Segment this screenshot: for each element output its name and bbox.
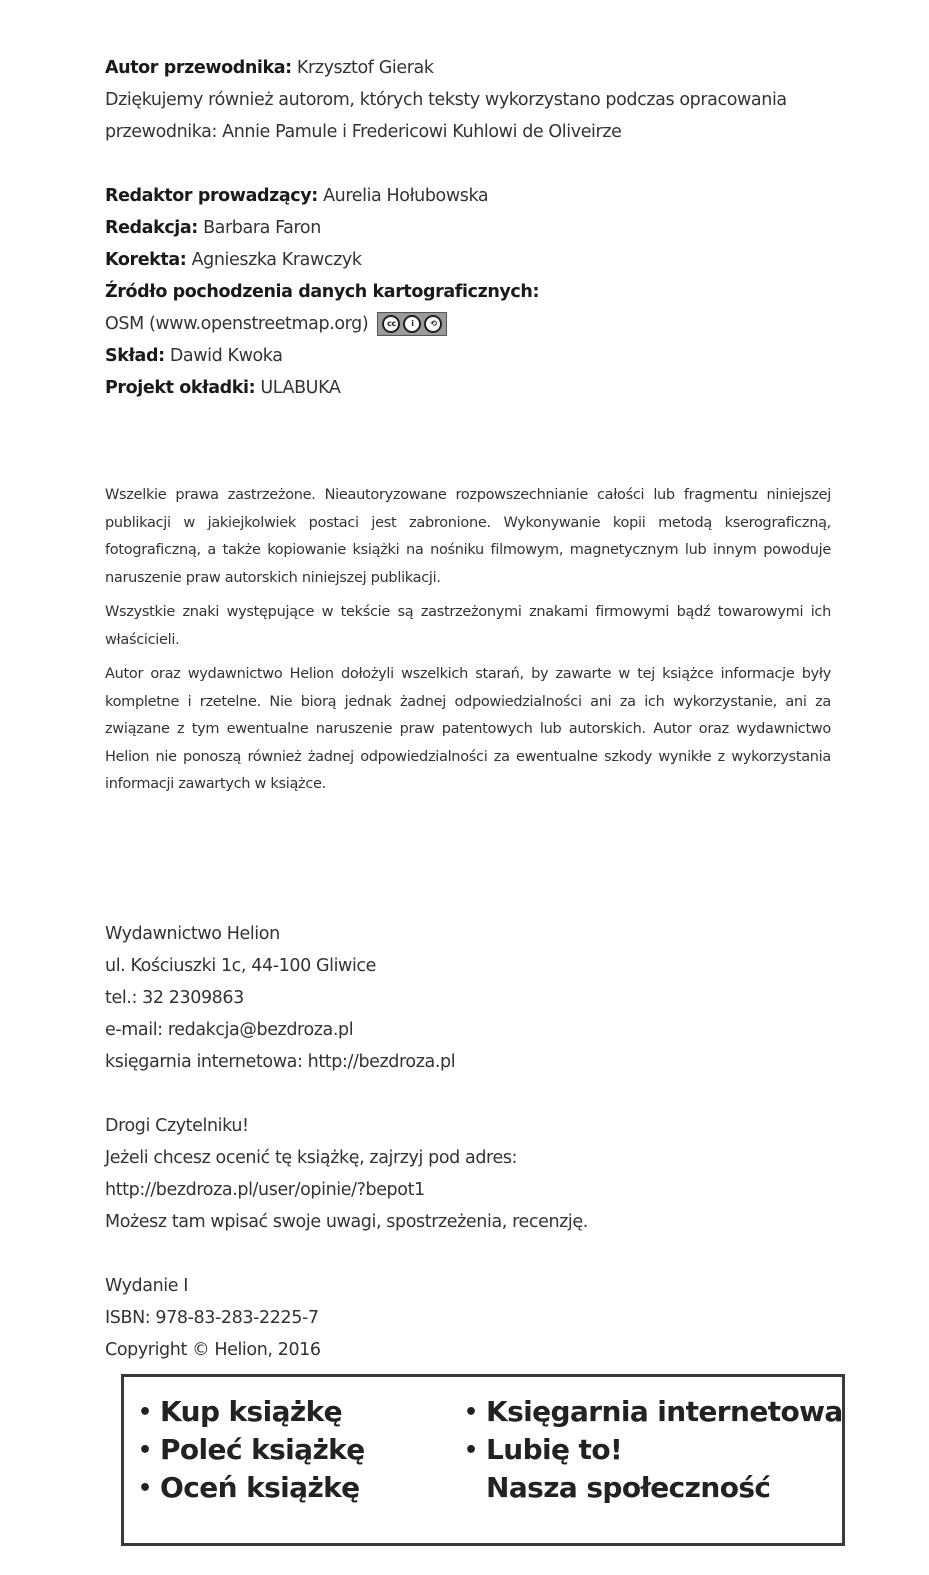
promo-box — [121, 1374, 845, 1546]
source-line — [105, 308, 835, 340]
recommend-book-label: Poleć książkę — [160, 1433, 365, 1466]
cover-line — [105, 372, 835, 404]
publisher-address: ul. Kościuszki 1c, 44-100 Gliwice — [105, 956, 377, 976]
redakcja-line — [105, 212, 835, 244]
reader-url: http://bezdroza.pl/user/opinie/?bepot1 — [105, 1180, 425, 1200]
sklad-line — [105, 340, 835, 372]
publisher-name: Wydawnictwo Helion — [105, 924, 280, 944]
editor-value: Aurelia Hołubowska — [323, 186, 489, 206]
bullet-icon: • — [464, 1438, 478, 1463]
bookstore-label: Księgarnia internetowa — [486, 1395, 843, 1428]
thanks-line-1: Dziękujemy również autorom, których teksty wykorzystano podczas opracowania — [105, 90, 787, 110]
rights-paragraph-2: Wszystkie znaki występujące w tekście są zastrzeżonymi znakami firmowymi bądź towarowymi ich właścicieli. — [105, 604, 831, 648]
bookstore-link[interactable] — [464, 1393, 843, 1431]
rate-book-label: Oceń książkę — [160, 1471, 360, 1504]
source-value: OSM (www.openstreetmap.org) — [105, 314, 369, 334]
editor-label: Redaktor prowadzący: — [105, 186, 318, 206]
isbn: ISBN: 978-83-283-2225-7 — [105, 1308, 319, 1328]
credits-section — [105, 52, 835, 404]
author-line — [105, 52, 835, 84]
rights-notice — [105, 482, 831, 806]
cover-value: ULABUKA — [260, 378, 341, 398]
sklad-label: Skład: — [105, 346, 165, 366]
creative-commons-by-sa-icon: cc i ⟲ — [377, 312, 447, 336]
like-label: Lubię to! — [486, 1433, 623, 1466]
sklad-value: Dawid Kwoka — [169, 346, 283, 366]
reader-line-2: Możesz tam wpisać swoje uwagi, spostrzeżenia, recenzję. — [105, 1212, 588, 1232]
bullet-icon: • — [138, 1400, 152, 1425]
buy-book-link[interactable] — [138, 1393, 365, 1431]
korekta-value: Agnieszka Krawczyk — [191, 250, 362, 270]
bullet-icon: • — [138, 1476, 152, 1501]
rights-paragraph-1: Wszelkie prawa zastrzeżone. Nieautoryzowane rozpowszechnianie całości lub fragmentu niniejszej publikacji w jakiejkolwiek postaci jest zabronione. Wykonywanie kopii metodą kserograficzną, fotograficzną, a także kopiowanie książki na nośniku filmowym, magnetycznym lub innym powoduje naruszenie praw autorskich niniejszej publikacji. — [105, 487, 831, 586]
promo-left-column — [138, 1393, 365, 1507]
publisher-phone: tel.: 32 2309863 — [105, 988, 244, 1008]
korekta-label: Korekta: — [105, 250, 187, 270]
bullet-icon: • — [464, 1400, 478, 1425]
publisher-shop: księgarnia internetowa: http://bezdroza.pl — [105, 1052, 456, 1072]
community-link[interactable]: Nasza społeczność — [486, 1471, 771, 1504]
like-link[interactable] — [464, 1431, 843, 1469]
reader-greeting: Drogi Czytelniku! — [105, 1116, 249, 1136]
editor-line — [105, 180, 835, 212]
thanks-line-2: przewodnika: Annie Pamule i Fredericowi Kuhlowi de Oliveirze — [105, 122, 622, 142]
author-value: Krzysztof Gierak — [296, 58, 434, 78]
buy-book-label: Kup książkę — [160, 1395, 343, 1428]
rights-paragraph-3: Autor oraz wydawnictwo Helion dołożyli wszelkich starań, by zawarte w tej książce informacje były kompletne i rzetelne. Nie biorą jednak żadnej odpowiedzialności ani za ich wykorzystanie, ani za związane z tym ewentualne naruszenie praw patentowych lub autorskich. Autor oraz wydawnictwo Helion nie ponoszą również żadnej odpowiedzialności za ewentualne szkody wynikłe z wykorzystania informacji zawartych w książce. — [105, 666, 831, 792]
copyright: Copyright © Helion, 2016 — [105, 1340, 321, 1360]
author-label: Autor przewodnika: — [105, 58, 292, 78]
korekta-line — [105, 244, 835, 276]
redakcja-label: Redakcja: — [105, 218, 198, 238]
bullet-icon: • — [138, 1438, 152, 1463]
publisher-section — [105, 918, 835, 1366]
promo-right-column — [464, 1393, 843, 1506]
redakcja-value: Barbara Faron — [203, 218, 321, 238]
publisher-email: e-mail: redakcja@bezdroza.pl — [105, 1020, 354, 1040]
reader-line-1: Jeżeli chcesz ocenić tę książkę, zajrzyj pod adres: — [105, 1148, 518, 1168]
source-label: Źródło pochodzenia danych kartograficznych: — [105, 282, 540, 302]
edition-label: Wydanie I — [105, 1276, 189, 1296]
recommend-book-link[interactable] — [138, 1431, 365, 1469]
cover-label: Projekt okładki: — [105, 378, 256, 398]
rate-book-link[interactable] — [138, 1469, 365, 1507]
